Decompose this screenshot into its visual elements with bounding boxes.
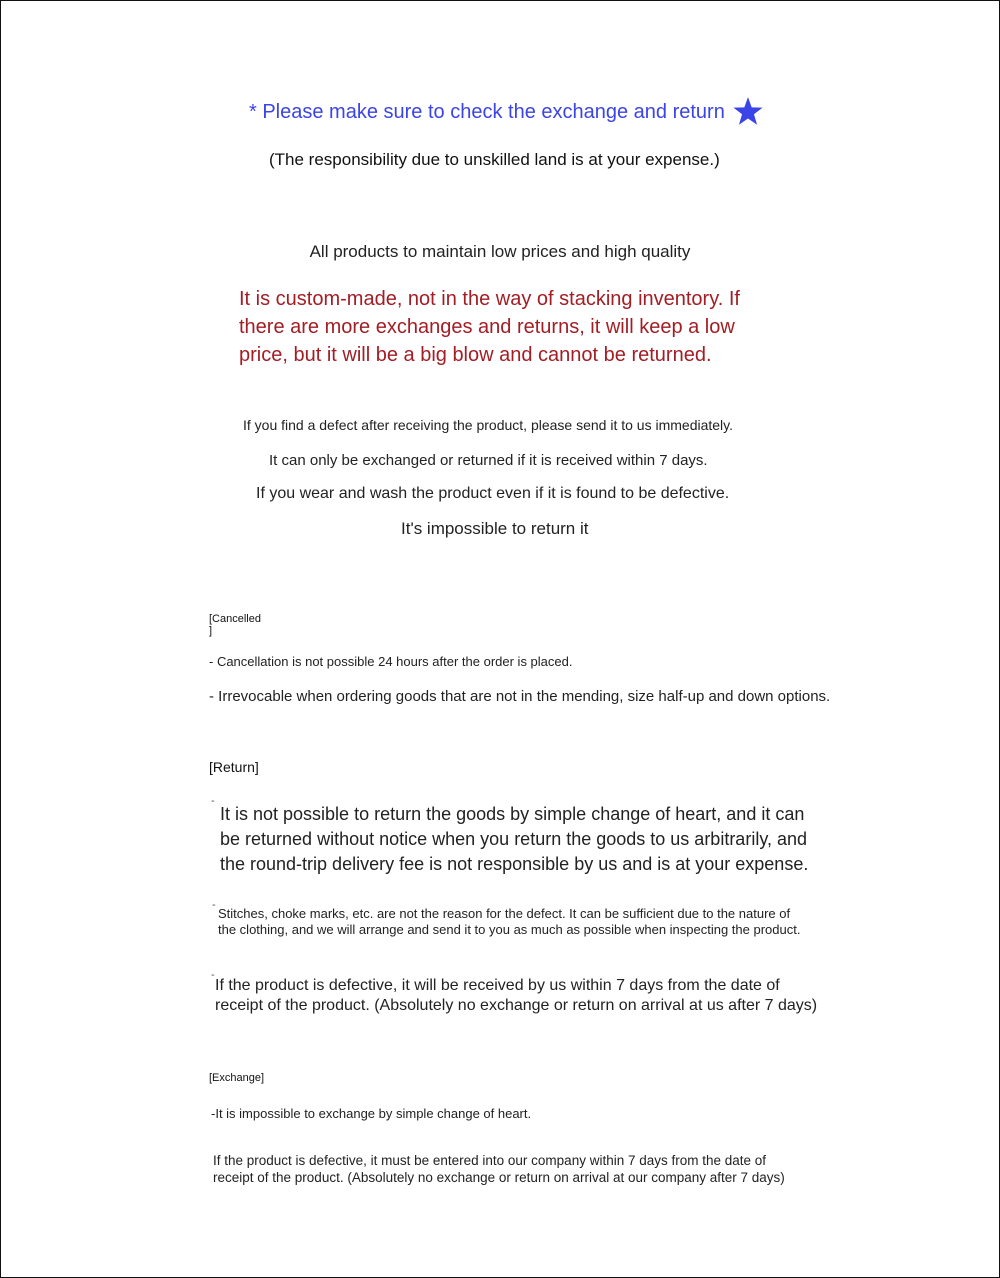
defect-line-3: If you wear and wash the product even if it is found to be defective.	[256, 485, 730, 502]
tagline: All products to maintain low prices and high quality	[309, 242, 691, 261]
exchange-rule-2-line: receipt of the product. (Absolutely no exchange or return on arrival at our company after 7 days)	[213, 1170, 785, 1185]
return-rule-1-line: be returned without notice when you return the goods to us arbitrarily, and	[220, 829, 808, 849]
return-rule-3-line: If the product is defective, it will be received by us within 7 days from the date of	[215, 977, 780, 994]
cancelled-heading-open: [Cancelled	[209, 613, 261, 625]
header-notice	[249, 95, 765, 129]
defect-line-1: If you find a defect after receiving the product, please send it to us immediately.	[243, 417, 734, 433]
custom-notice-line: It is custom-made, not in the way of stacking inventory. If	[239, 288, 740, 310]
star-icon	[731, 95, 765, 129]
return-rule-3	[215, 976, 817, 1016]
return-dash: -	[211, 795, 215, 807]
return-rule-1	[220, 802, 808, 877]
exchange-rule-1: -It is impossible to exchange by simple change of heart.	[211, 1106, 532, 1121]
return-dash: -	[211, 969, 215, 981]
return-rule-2	[218, 906, 800, 938]
return-rule-2-line: the clothing, and we will arrange and send it to you as much as possible when inspecting the product.	[218, 922, 801, 937]
return-rule-3-line: receipt of the product. (Absolutely no exchange or return on arrival at us after 7 days)	[215, 997, 818, 1014]
cancel-rule-1: - Cancellation is not possible 24 hours after the order is placed.	[209, 654, 573, 669]
return-heading: [Return]	[209, 759, 259, 775]
cancel-rule-2: - Irrevocable when ordering goods that are not in the mending, size half-up and down options.	[209, 688, 831, 705]
return-dash: -	[212, 899, 216, 911]
header-notice-text: * Please make sure to check the exchange and return	[249, 100, 725, 123]
exchange-heading: [Exchange]	[209, 1072, 265, 1084]
custom-notice-line: price, but it will be a big blow and cannot be returned.	[239, 344, 712, 366]
header-subnote: (The responsibility due to unskilled land is at your expense.)	[269, 150, 720, 169]
defect-line-2: It can only be exchanged or returned if it is received within 7 days.	[269, 452, 708, 469]
defect-line-4: It's impossible to return it	[401, 519, 589, 538]
return-rule-1-line: the round-trip delivery fee is not responsible by us and is at your expense.	[220, 854, 809, 874]
custom-notice-line: there are more exchanges and returns, it will keep a low	[239, 316, 735, 338]
return-rule-2-line: Stitches, choke marks, etc. are not the reason for the defect. It can be sufficient due to the nature of	[218, 906, 791, 921]
return-rule-1-line: It is not possible to return the goods by simple change of heart, and it can	[220, 804, 805, 824]
cancelled-heading	[209, 613, 269, 637]
exchange-rule-2	[213, 1152, 785, 1186]
cancelled-heading-close: ]	[209, 625, 213, 637]
custom-made-notice	[239, 285, 779, 369]
exchange-rule-2-line: If the product is defective, it must be entered into our company within 7 days from the date of	[213, 1153, 767, 1168]
